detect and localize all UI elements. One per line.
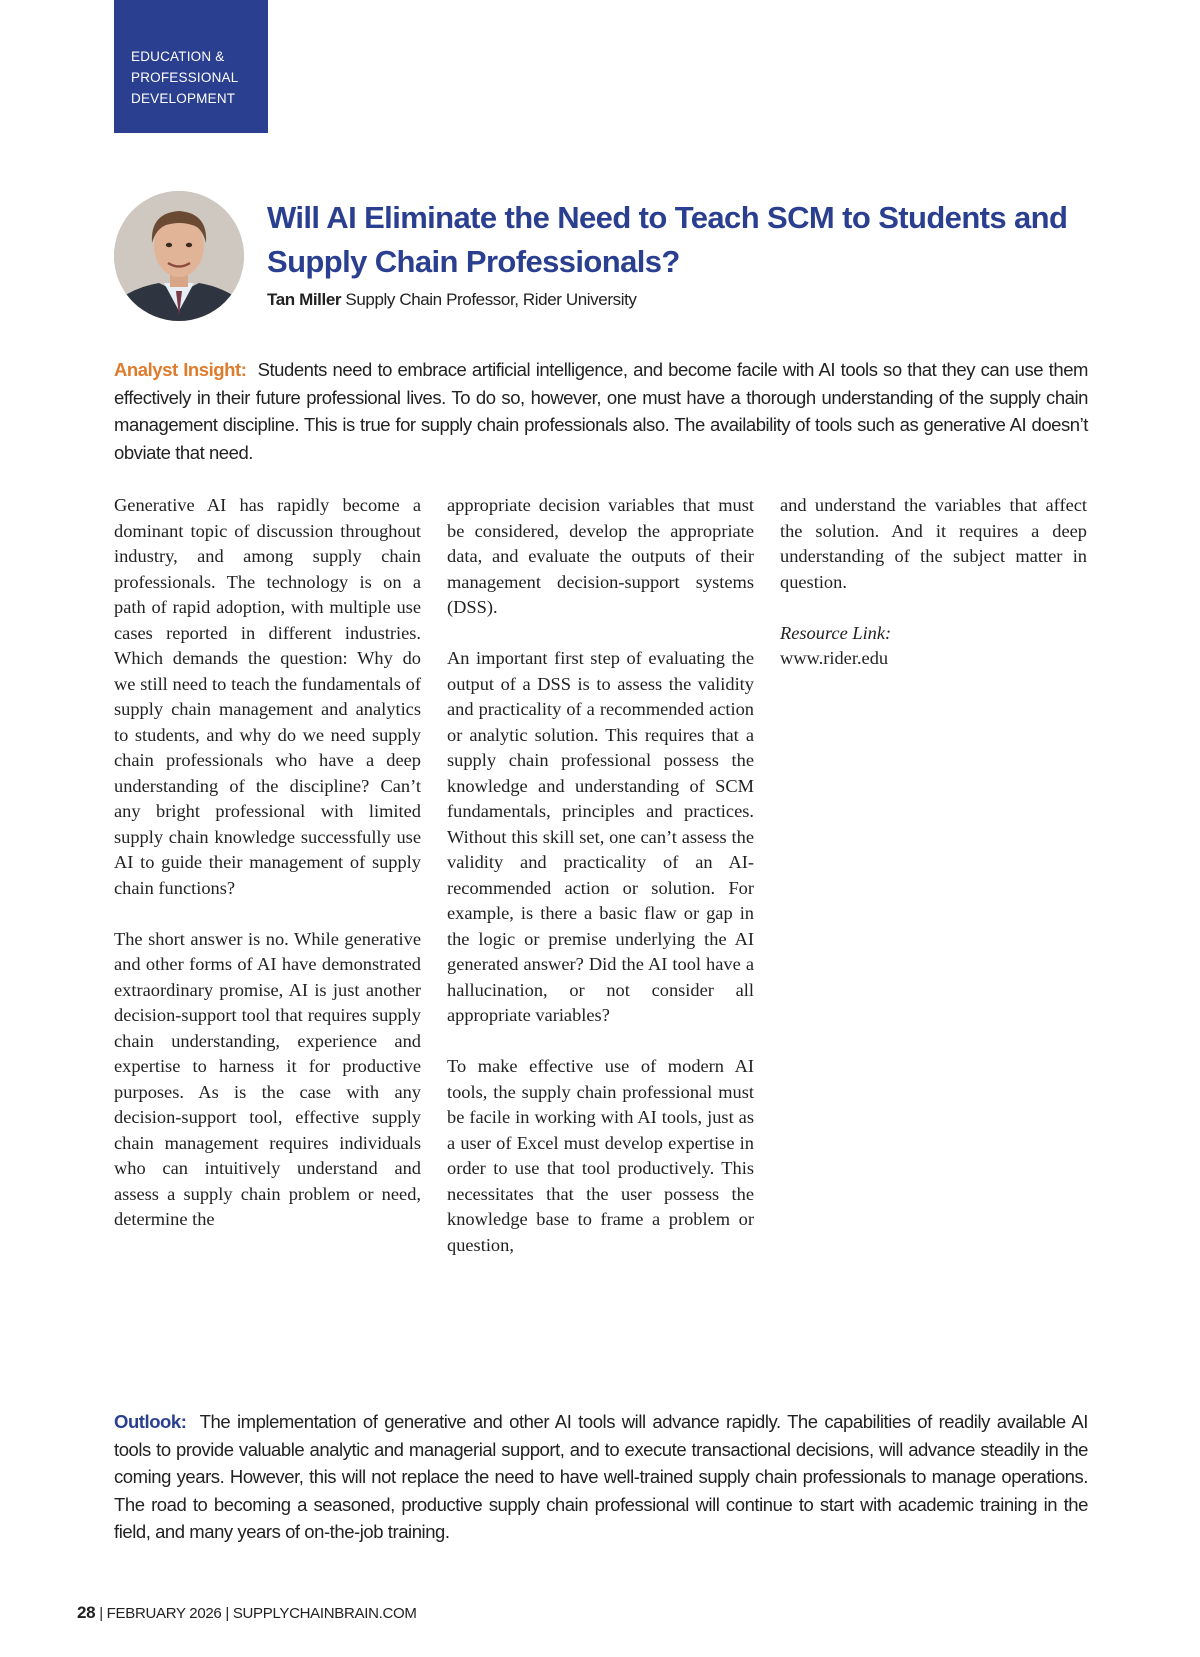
analyst-insight-text: Students need to embrace artificial intelligence, and become facile with AI tools so that they can use them effectively in their future professional lives. To do so, however, one must have a thorough understanding of the supply chain management discipline. This is true for supply chain professionals also. The availability of tools such as generative AI doesn’t obviate that need. (114, 359, 1088, 463)
section-tag (114, 0, 268, 133)
section-tag-line-1: EDUCATION & (131, 49, 225, 64)
resource-link-block (780, 621, 1087, 672)
site-name: SUPPLYCHAINBRAIN.COM (232, 1605, 417, 1622)
body-column-1 (114, 493, 421, 1258)
byline (267, 290, 637, 310)
author-photo (114, 191, 244, 321)
section-tag-line-2: PROFESSIONAL (131, 70, 239, 85)
body-paragraph: Generative AI has rapidly become a dominant topic of discussion throughout industry, and among supply chain professionals. The technology is on a path of rapid adoption, with multiple use cases reported in different industries. Which demands the question: Why do we still need to teach the fundamentals of supply chain management and analytics to students, and why do we need supply chain professionals who have a deep understanding of the discipline? Can’t any bright professional with limited supply chain knowledge successfully use AI to guide their management of supply chain functions? (114, 495, 421, 898)
body-paragraph: appropriate decision variables that must be considered, develop the appropriate data, and evaluate the outputs of their management decision-support systems (DSS). (447, 495, 754, 617)
footer-separator: | (99, 1605, 103, 1622)
resource-link-label: Resource Link: (780, 622, 892, 643)
analyst-insight-label: Analyst Insight: (114, 359, 247, 380)
body-column-3 (780, 493, 1087, 697)
footer-separator: | (225, 1605, 229, 1622)
author-name: Tan Miller (267, 290, 342, 309)
outlook-label: Outlook: (114, 1411, 187, 1432)
author-portrait-illustration (114, 191, 244, 321)
body-paragraph: An important first step of evaluating the output of a DSS is to assess the validity and practicality of a recommended action or analytic solution. This requires that a supply chain professional possess the knowledge and understanding of SCM fundamentals, principles and practices. Without this skill set, one can’t assess the validity and practicality of an AI-recommended action or solution. For example, is there a basic flaw or gap in the logic or premise underlying the AI generated answer? Did the AI tool have a hallucination, or not consider all appropriate variables? (447, 648, 754, 1025)
body-column-2 (447, 493, 754, 1284)
resource-link-url[interactable]: www.rider.edu (780, 648, 889, 668)
body-paragraph: To make effective use of modern AI tools, the supply chain professional must be facile in working with AI tools, just as a user of Excel must develop expertise in order to use that tool productively. This necessitates that the user possess the knowledge base to frame a problem or question, (447, 1056, 754, 1255)
page-footer (77, 1603, 417, 1623)
body-paragraph: The short answer is no. While generative and other forms of AI have demonstrated extraordinary promise, AI is just another decision-support tool that requires supply chain understanding, experience and expertise to harness it for productive purposes. As is the case with any decision-support tool, effective supply chain management requires individuals who can intuitively understand and assess a supply chain problem or need, determine the (114, 928, 421, 1229)
issue-date: FEBRUARY 2026 (106, 1605, 222, 1622)
body-paragraph: and understand the variables that affect the solution. And it requires a deep understanding of the subject matter in question. (780, 495, 1087, 592)
outlook (114, 1408, 1088, 1546)
section-tag-line-3: DEVELOPMENT (131, 91, 236, 106)
article-title: Will AI Eliminate the Need to Teach SCM to Students and Supply Chain Professionals? (267, 200, 1068, 279)
page-number: 28 (77, 1603, 96, 1622)
outlook-text: The implementation of generative and other AI tools will advance rapidly. The capabilities of readily available AI tools to provide valuable analytic and managerial support, and to execute transactional decisions, will advance steadily in the coming years. However, this will not replace the need to have well-trained supply chain professionals to manage operations. The road to becoming a seasoned, productive supply chain professional will continue to start with academic training in the field, and many years of on-the-job training. (114, 1411, 1089, 1542)
analyst-insight (114, 356, 1088, 466)
author-role: Supply Chain Professor, Rider University (345, 290, 637, 309)
